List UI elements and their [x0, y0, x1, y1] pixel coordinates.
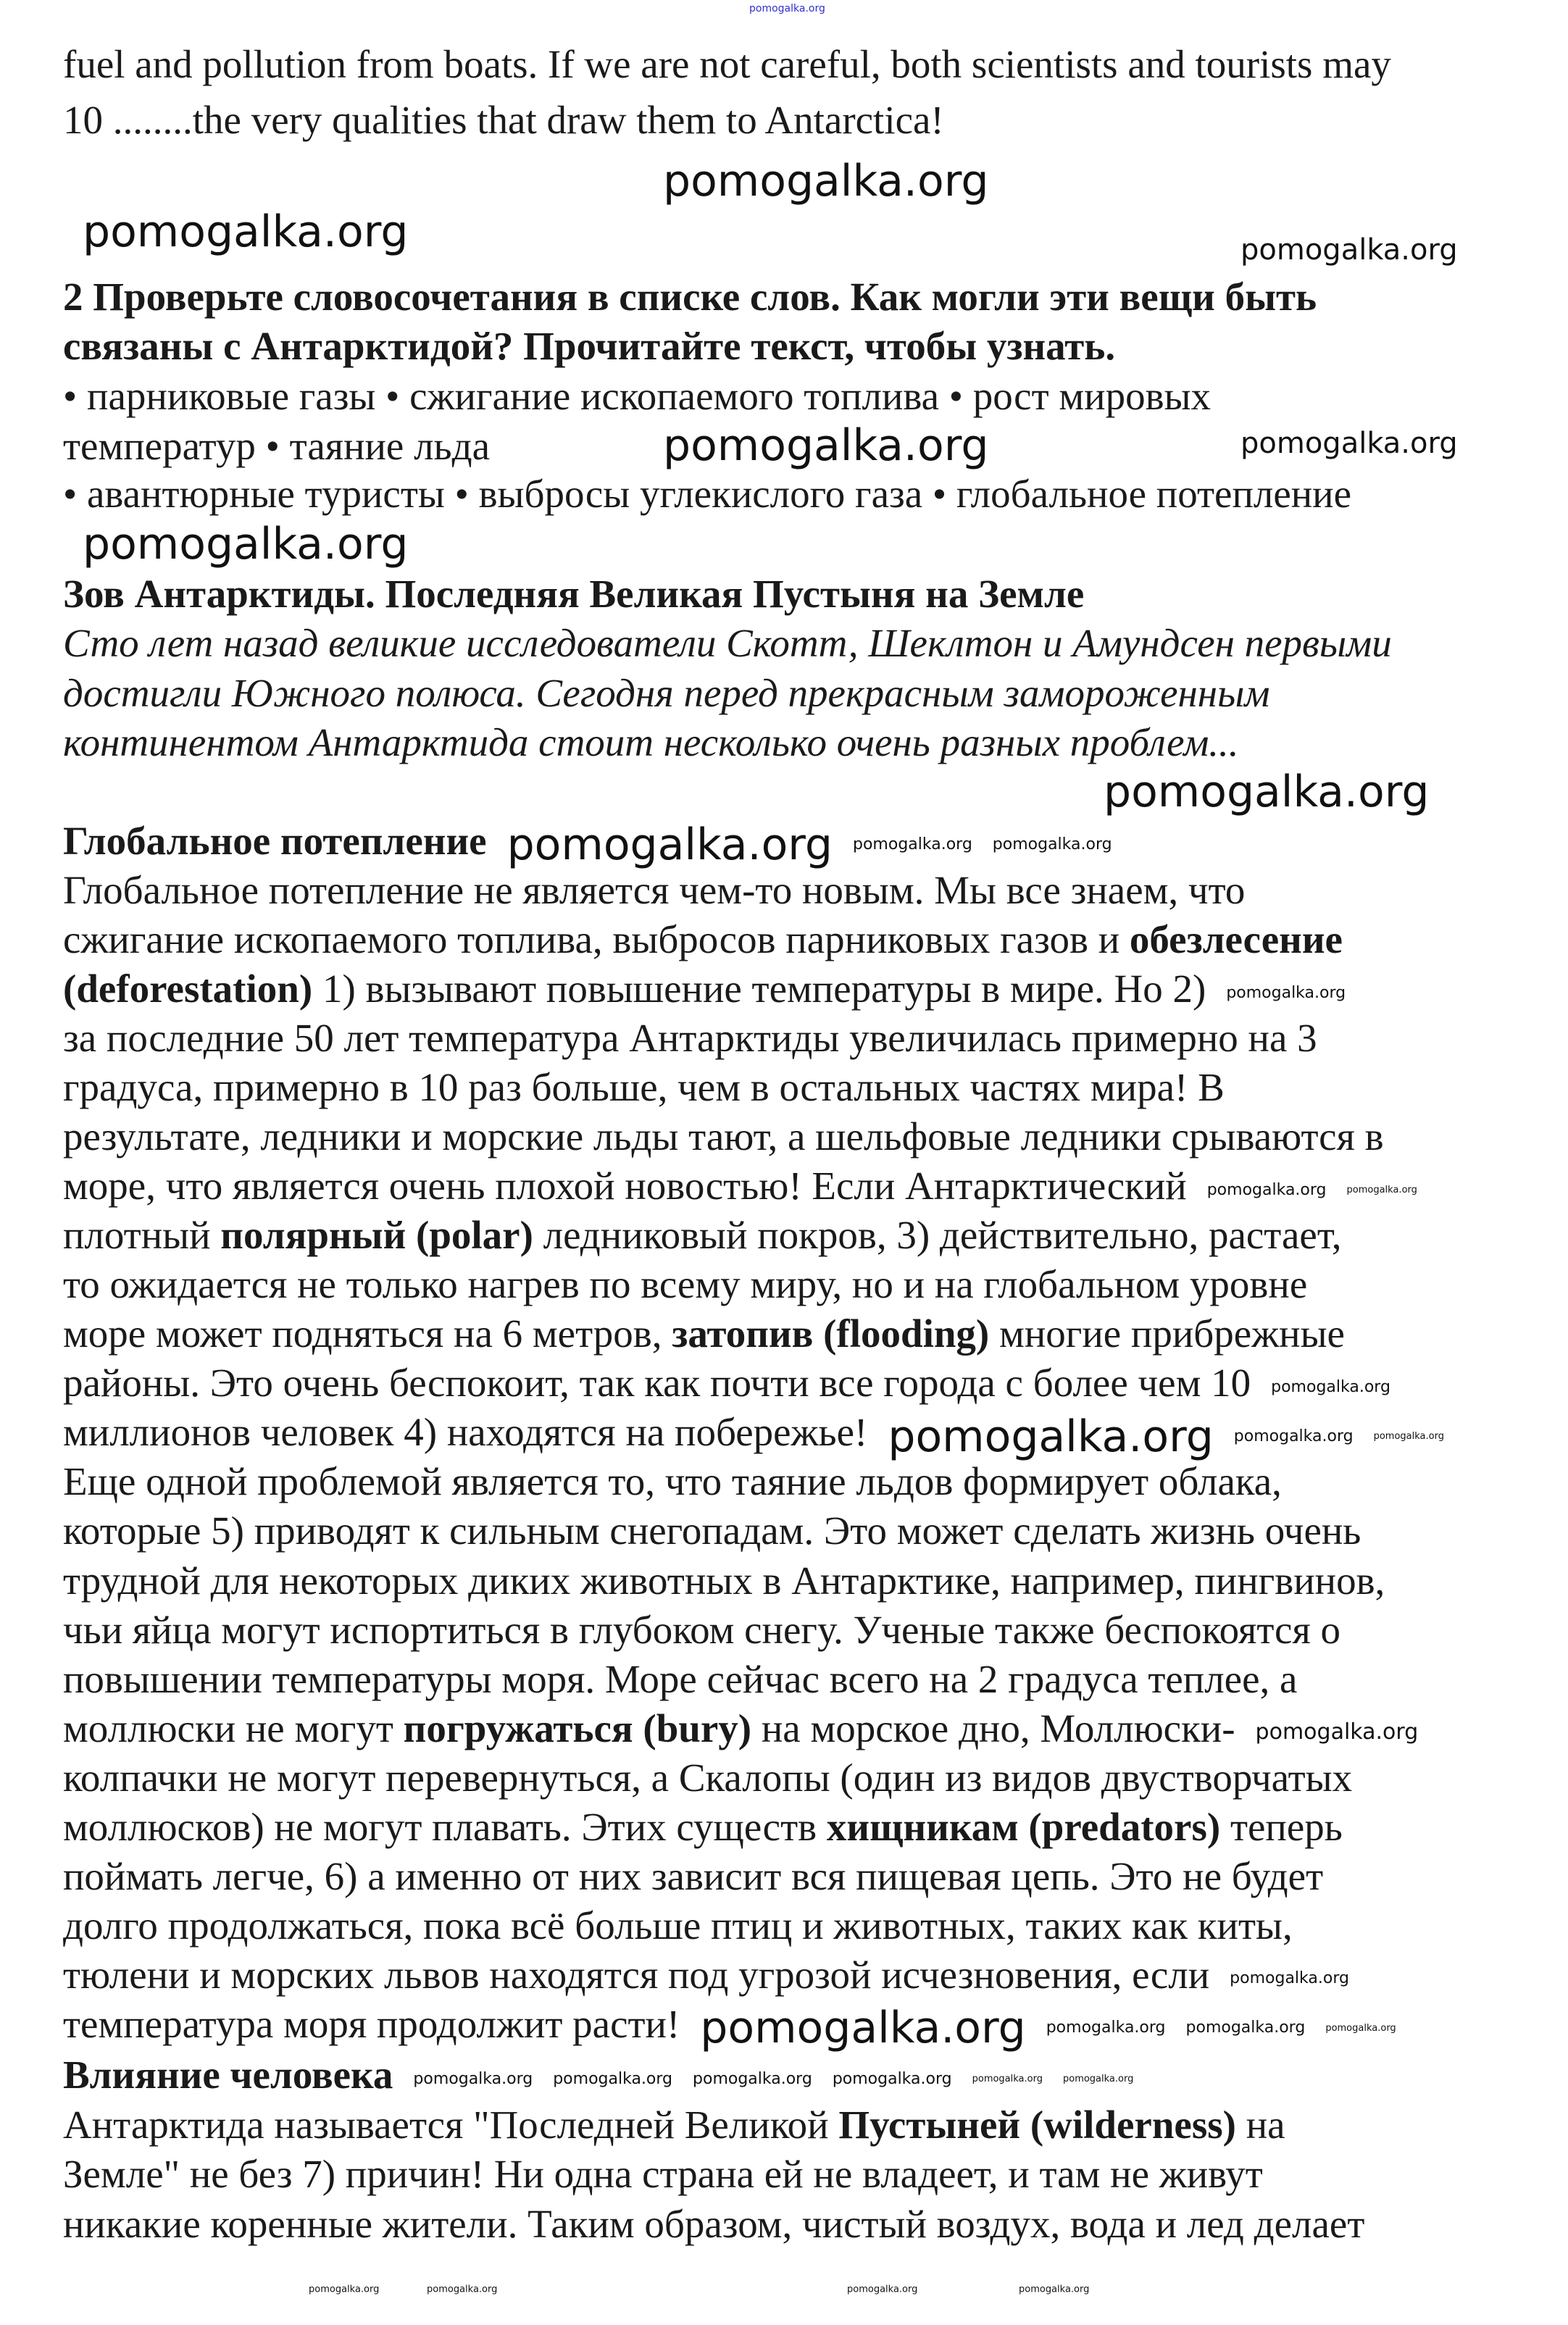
text-run: ледниковый покров, 3) действительно, растает,: [533, 1213, 1342, 1258]
bold-term: Зов Антарктиды. Последняя Великая Пустыня на Земле: [63, 571, 1085, 616]
watermark: pomogalka.org: [972, 2074, 1043, 2085]
body-line: [63, 2102, 1285, 2148]
watermark: pomogalka.org: [413, 2069, 533, 2088]
text-run: на: [1235, 2102, 1285, 2147]
body-line: [63, 1656, 1297, 1703]
word-list-line: [63, 373, 1211, 419]
body-line: [63, 1261, 1307, 1308]
text-run: достигли Южного полюса. Сегодня перед прекрасным замороженным: [63, 670, 1270, 715]
body-line: [63, 1360, 1390, 1406]
body-line: [63, 2001, 1396, 2054]
text-run: поймать легче, 6) а именно от них зависит вся пищевая цепь. Это не будет: [63, 1853, 1324, 1898]
bold-term: Пустыней (wilderness): [838, 2102, 1236, 2147]
watermark: pomogalka.org: [749, 3, 825, 14]
body-line: [63, 1755, 1352, 1801]
watermark: pomogalka.org: [309, 2284, 380, 2295]
text-run: трудной для некоторых диких животных в Антарктике, например, пингвинов,: [63, 1558, 1385, 1603]
text-run: континентом Антарктида стоит несколько очень разных проблем...: [63, 720, 1239, 765]
text-run: то ожидается не только нагрев по всему миру, но и на глобальном уровне: [63, 1262, 1308, 1307]
text-run: • парниковые газы • сжигание ископаемого топлива • рост мировых: [63, 374, 1212, 419]
watermark: pomogalka.org: [1185, 2019, 1306, 2037]
body-line: [63, 1311, 1345, 1357]
text-run: тюлени и морских львов находятся под угрозой исчезновения, если: [63, 1952, 1210, 1997]
body-line: [63, 1064, 1225, 1111]
text-run: на морское дно, Моллюски-: [751, 1706, 1235, 1750]
watermark: pomogalka.org: [1019, 2284, 1090, 2295]
watermark: pomogalka.org: [506, 819, 833, 870]
watermark: pomogalka.org: [1226, 983, 1346, 1002]
watermark: pomogalka.org: [853, 835, 972, 853]
watermark: pomogalka.org: [693, 2069, 812, 2088]
exercise-heading-line: [63, 323, 1115, 370]
watermark: pomogalka.org: [1230, 1969, 1349, 1987]
section-heading: [63, 2052, 1133, 2098]
text-run: Земле" не без 7) причин! Ни одна страна ей не владеет, и там не живут: [63, 2152, 1263, 2197]
bold-term: полярный (polar): [220, 1213, 533, 1258]
body-line: [63, 1903, 1293, 1949]
text-run: миллионов человек 4) находятся на побережье!: [63, 1410, 868, 1455]
body-line: [63, 1114, 1384, 1160]
text-run: повышении температуры моря. Море сейчас всего на 2 градуса теплее, а: [63, 1656, 1298, 1701]
text-run: плотный: [63, 1213, 221, 1258]
watermark: pomogalka.org: [83, 206, 409, 257]
text-run: колпачки не могут перевернуться, а Скалопы (один из видов двустворчатых: [63, 1755, 1353, 1800]
text-run: 10 ........the very qualities that draw them to Antarctica!: [63, 98, 944, 143]
body-line: [63, 1015, 1317, 1061]
text-run: Еще одной проблемой является то, что таяние льдов формирует облака,: [63, 1459, 1282, 1504]
text-run: долго продолжаться, пока всё больше птиц и животных, таких как киты,: [63, 1903, 1293, 1948]
exercise-heading-line: [63, 274, 1317, 320]
watermark: pomogalka.org: [663, 420, 989, 471]
watermark: pomogalka.org: [1271, 1377, 1390, 1396]
text-run: температура моря продолжит расти!: [63, 2001, 680, 2046]
watermark: pomogalka.org: [832, 2069, 952, 2088]
body-line: [63, 2201, 1364, 2247]
article-title: [63, 571, 1084, 617]
watermark: pomogalka.org: [888, 1411, 1214, 1462]
text-run: 1) вызывают повышение температуры в мире. Но 2): [312, 967, 1206, 1011]
text-run: море, что является очень плохой новостью! Если Антарктический: [63, 1164, 1187, 1209]
bold-term: хищникам (predators): [826, 1804, 1221, 1849]
body-line: [63, 1607, 1340, 1653]
text-run: сжигание ископаемого топлива, выбросов парниковых газов и: [63, 917, 1130, 962]
watermark: pomogalka.org: [700, 2003, 1026, 2054]
text-run: fuel and pollution from boats. If we are not careful, both scientists and tourists may: [63, 42, 1391, 87]
word-list-line: [63, 471, 1351, 517]
body-line: [63, 966, 1346, 1012]
watermark: pomogalka.org: [1206, 1180, 1327, 1199]
intro-line: [63, 719, 1239, 766]
watermark: pomogalka.org: [992, 835, 1112, 853]
body-line: [63, 1409, 1444, 1462]
intro-line: [63, 620, 1392, 667]
watermark: pomogalka.org: [1233, 1427, 1354, 1445]
section-heading: [63, 818, 1112, 870]
body-line: [63, 1558, 1385, 1604]
paragraph-line: [63, 41, 1391, 88]
watermark: pomogalka.org: [847, 2284, 918, 2295]
watermark: pomogalka.org: [1104, 767, 1430, 817]
text-run: никакие коренные жители. Таким образом, чистый воздух, вода и лед делает: [63, 2202, 1365, 2247]
body-line: [63, 1706, 1418, 1752]
text-run: многие прибрежные: [989, 1311, 1345, 1356]
text-run: Сто лет назад великие исследователи Скотт, Шеклтон и Амундсен первыми: [63, 621, 1392, 666]
body-line: [63, 1804, 1343, 1850]
paragraph-line: [63, 97, 944, 143]
text-run: чьи яйца могут испортиться в глубоком снегу. Ученые также беспокоятся о: [63, 1607, 1341, 1652]
watermark: pomogalka.org: [83, 519, 409, 569]
watermark: pomogalka.org: [1255, 1719, 1419, 1745]
watermark: pomogalka.org: [427, 2284, 498, 2295]
text-run: теперь: [1220, 1804, 1343, 1849]
watermark: pomogalka.org: [663, 156, 989, 206]
word-list-line: [63, 423, 490, 469]
body-line: [63, 1508, 1361, 1554]
body-line: [63, 1853, 1323, 1900]
text-run: которые 5) приводят к сильным снегопадам. Это может сделать жизнь очень: [63, 1508, 1361, 1553]
watermark: pomogalka.org: [1325, 2022, 1396, 2034]
text-run: градуса, примерно в 10 раз больше, чем в остальных частях мира! В: [63, 1065, 1225, 1110]
body-line: [63, 917, 1343, 963]
bold-term: погружаться (bury): [403, 1706, 752, 1750]
text-run: районы. Это очень беспокоит, так как почти все города с более чем 10: [63, 1361, 1251, 1406]
body-line: [63, 2151, 1263, 2197]
bold-term: затопив (flooding): [672, 1311, 990, 1356]
bold-term: Влияние человека: [63, 2053, 393, 2097]
text-run: Антарктида называется "Последней Великой: [63, 2102, 839, 2147]
watermark: pomogalka.org: [1046, 2019, 1166, 2037]
body-line: [63, 1952, 1349, 1998]
bold-term: связаны с Антарктидой? Прочитайте текст, чтобы узнать.: [63, 324, 1116, 369]
bold-term: 2 Проверьте словосочетания в списке слов. Как могли эти вещи быть: [63, 274, 1317, 319]
bold-term: Глобальное потепление: [63, 818, 487, 863]
text-run: температур • таяние льда: [63, 423, 491, 468]
text-run: Глобальное потепление не является чем-то новым. Мы все знаем, что: [63, 868, 1246, 913]
bold-term: обезлесение: [1129, 917, 1343, 962]
text-run: море может подняться на 6 метров,: [63, 1311, 672, 1356]
text-run: за последние 50 лет температура Антарктиды увеличилась примерно на 3: [63, 1016, 1317, 1061]
watermark: pomogalka.org: [1373, 1431, 1444, 1443]
watermark: pomogalka.org: [553, 2069, 673, 2088]
text-run: моллюсков) не могут плавать. Этих существ: [63, 1804, 827, 1849]
body-line: [63, 1163, 1417, 1209]
watermark: pomogalka.org: [1240, 233, 1458, 267]
text-run: результате, ледники и морские льды тают, а шельфовые ледники срываются в: [63, 1114, 1384, 1159]
body-line: [63, 867, 1245, 914]
watermark: pomogalka.org: [1240, 427, 1458, 460]
watermark: pomogalka.org: [1062, 2074, 1134, 2085]
watermark: pomogalka.org: [1346, 1185, 1417, 1196]
intro-line: [63, 670, 1269, 717]
body-line: [63, 1458, 1282, 1505]
body-line: [63, 1212, 1341, 1258]
bold-term: (deforestation): [63, 967, 313, 1011]
text-run: моллюски не могут: [63, 1706, 404, 1750]
text-run: • авантюрные туристы • выбросы углекислого газа • глобальное потепление: [63, 472, 1352, 517]
